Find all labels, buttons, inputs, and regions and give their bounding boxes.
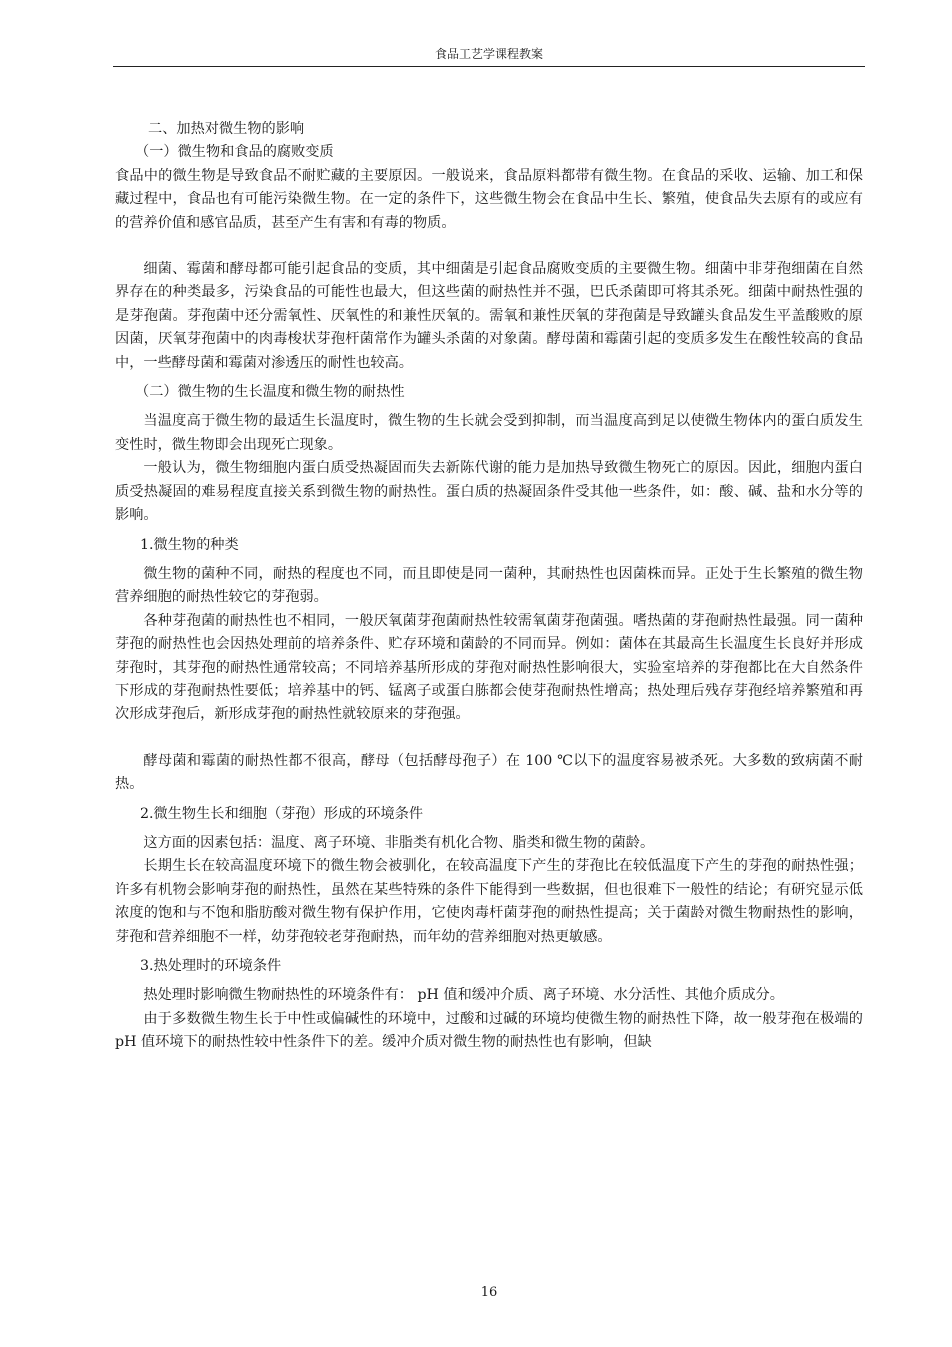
subsection-heading-heat-resistance: （二）微生物的生长温度和微生物的耐热性	[135, 384, 405, 401]
paragraph: 食品中的微生物是导致食品不耐贮藏的主要原因。一般说来，食品原料都带有微生物。在食品的采收、运输、加工和保藏过程中，食品也有可能污染微生物。在一定的条件下，这些微生物会在食品中生长、繁殖，使食品失去原有的或应有的营养价值和感官品质，甚至产生有害和有毒的物质。	[115, 167, 863, 231]
item-heading-heating-conditions: 3.热处理时的环境条件	[140, 958, 282, 974]
paragraph: 由于多数微生物生长于中性或偏碱性的环境中，过酸和过碱的环境均使微生物的耐热性下降，故一般芽孢在极端的 pH 值环境下的耐热性较中性条件下的差。缓冲介质对微生物的耐热性也有影响，但缺	[115, 1010, 863, 1051]
paragraph: 细菌、霉菌和酵母都可能引起食品的变质，其中细菌是引起食品腐败变质的主要微生物。细菌中非芽孢细菌在自然界存在的种类最多，污染食品的可能性也最大，但这些菌的耐热性并不强，巴氏杀菌即可将其杀死。细菌中耐热性强的是芽孢菌。芽孢菌中还分需氧性、厌氧性的和兼性厌氧的。需氧和兼性厌氧的芽孢菌是导致罐头食品发生平盖酸败的原因菌，厌氧芽孢菌中的肉毒梭状芽孢杆菌常作为罐头杀菌的对象菌。酵母菌和霉菌引起的变质多发生在酸性较高的食品中，一些酵母菌和霉菌对渗透压的耐性也较高。	[115, 261, 863, 371]
paragraph: 一般认为，微生物细胞内蛋白质受热凝固而失去新陈代谢的能力是加热导致微生物死亡的原因。因此，细胞内蛋白质受热凝固的难易程度直接关系到微生物的耐热性。蛋白质的热凝固条件受其他一些条件，如：酸、碱、盐和水分等的影响。	[115, 460, 863, 524]
paragraph: 微生物的菌种不同，耐热的程度也不同，而且即使是同一菌种，其耐热性也因菌株而异。正处于生长繁殖的微生物营养细胞的耐热性较它的芽孢弱。	[115, 565, 863, 606]
subsection-heading-spoilage: （一）微生物和食品的腐败变质	[135, 144, 334, 161]
paragraph: 酵母菌和霉菌的耐热性都不很高，酵母（包括酵母孢子）在 100 ℃以下的温度容易被杀死。大多数的致病菌不耐热。	[115, 752, 863, 793]
paragraph: 当温度高于微生物的最适生长温度时，微生物的生长就会受到抑制，而当温度高到足以使微生物体内的蛋白质发生变性时，微生物即会出现死亡现象。	[115, 413, 863, 453]
running-header: 食品工艺学课程教案	[434, 47, 543, 61]
section-heading: 二、加热对微生物的影响	[148, 121, 305, 137]
paragraph: 这方面的因素包括：温度、离子环境、非脂类有机化合物、脂类和微生物的菌龄。	[143, 834, 655, 851]
page-body	[115, 118, 863, 1055]
item-heading-species: 1.微生物的种类	[140, 536, 239, 553]
item-heading-growth-conditions: 2.微生物生长和细胞（芽孢）形成的环境条件	[140, 805, 424, 822]
paragraph: 各种芽孢菌的耐热性也不相同，一般厌氧菌芽孢菌耐热性较需氧菌芽孢菌强。嗜热菌的芽孢耐热性最强。同一菌种芽孢的耐热性也会因热处理前的培养条件、贮存环境和菌龄的不同而异。例如：菌体在其最高生长温度生长良好并形成芽孢时，其芽孢的耐热性通常较高；不同培养基所形成的芽孢对耐热性影响很大，实验室培养的芽孢都比在大自然条件下形成的芽孢耐热性要低；培养基中的钙、锰离子或蛋白胨都会使芽孢耐热性增高；热处理后残存芽孢经培养繁殖和再次形成芽孢后，新形成芽孢的耐热性就较原来的芽孢强。	[115, 612, 863, 723]
header-divider	[113, 66, 865, 67]
paragraph: 热处理时影响微生物耐热性的环境条件有： pH 值和缓冲介质、离子环境、水分活性、其他介质成分。	[143, 987, 784, 1004]
paragraph: 长期生长在较高温度环境下的微生物会被驯化，在较高温度下产生的芽孢比在较低温度下产生的芽孢的耐热性强；许多有机物会影响芽孢的耐热性，虽然在某些特殊的条件下能得到一些数据，但也很难下一般性的结论；有研究显示低浓度的饱和与不饱和脂肪酸对微生物有保护作用，它使肉毒杆菌芽孢的耐热性提高；关于菌龄对微生物耐热性的影响，芽孢和营养细胞不一样，幼芽孢较老芽孢耐热，而年幼的营养细胞对热更敏感。	[115, 858, 863, 945]
page-number: 16	[480, 1285, 498, 1300]
